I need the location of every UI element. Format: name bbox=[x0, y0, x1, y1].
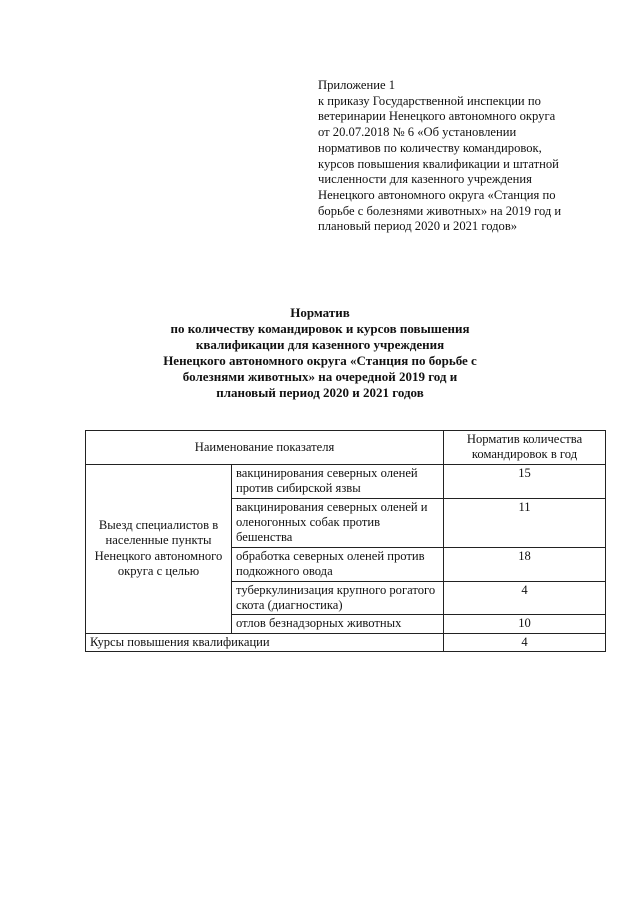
row-name: обработка северных оленей против подкожного овода bbox=[232, 547, 444, 581]
courses-label: Курсы повышения квалификации bbox=[86, 633, 444, 651]
row-value: 15 bbox=[444, 464, 606, 498]
title-line: по количеству командировок и курсов повышения bbox=[170, 321, 470, 336]
title-line: Ненецкого автономного округа «Станция по борьбе с bbox=[163, 353, 477, 368]
row-name: вакцинирования северных оленей и оленогонных собак против бешенства bbox=[232, 498, 444, 547]
title-line: Норматив bbox=[290, 305, 350, 320]
appendix-line: нормативов по количеству командировок, bbox=[318, 140, 542, 155]
table-row bbox=[86, 464, 606, 498]
header-norm: Норматив количества командировок в год bbox=[444, 431, 606, 465]
row-name: туберкулинизация крупного рогатого скота (диагностика) bbox=[232, 581, 444, 615]
appendix-line: численности для казенного учреждения bbox=[318, 172, 532, 187]
row-name: вакцинирования северных оленей против сибирской язвы bbox=[232, 464, 444, 498]
appendix-line: Ненецкого автономного округа «Станция по bbox=[318, 187, 556, 202]
title-line: болезнями животных» на очередной 2019 год и bbox=[182, 369, 458, 384]
appendix-line: плановый период 2020 и 2021 годов» bbox=[318, 219, 518, 234]
row-value: 4 bbox=[444, 581, 606, 615]
appendix-line: ветеринарии Ненецкого автономного округа bbox=[318, 109, 556, 124]
appendix-line: от 20.07.2018 № 6 «Об установлении bbox=[318, 125, 517, 140]
row-value: 11 bbox=[444, 498, 606, 547]
row-value: 10 bbox=[444, 615, 606, 633]
table-header-row bbox=[86, 431, 606, 465]
appendix-line: к приказу Государственной инспекции по bbox=[318, 93, 541, 108]
header-indicator: Наименование показателя bbox=[86, 431, 444, 465]
table-row-courses bbox=[86, 633, 606, 651]
title-line: плановый период 2020 и 2021 годов bbox=[216, 385, 424, 400]
courses-value: 4 bbox=[444, 633, 606, 651]
appendix-line: борьбе с болезнями животных» на 2019 год и bbox=[318, 203, 562, 218]
group-label: Выезд специалистов в населенные пункты Ненецкого автономного округа с целью bbox=[86, 464, 232, 633]
title-line: квалификации для казенного учреждения bbox=[195, 337, 445, 352]
appendix-line: Приложение 1 bbox=[318, 78, 396, 92]
norm-table bbox=[85, 430, 606, 652]
appendix-line: курсов повышения квалификации и штатной bbox=[318, 156, 559, 171]
appendix-block bbox=[318, 78, 608, 235]
row-name: отлов безнадзорных животных bbox=[232, 615, 444, 633]
row-value: 18 bbox=[444, 547, 606, 581]
document-title bbox=[120, 305, 520, 401]
